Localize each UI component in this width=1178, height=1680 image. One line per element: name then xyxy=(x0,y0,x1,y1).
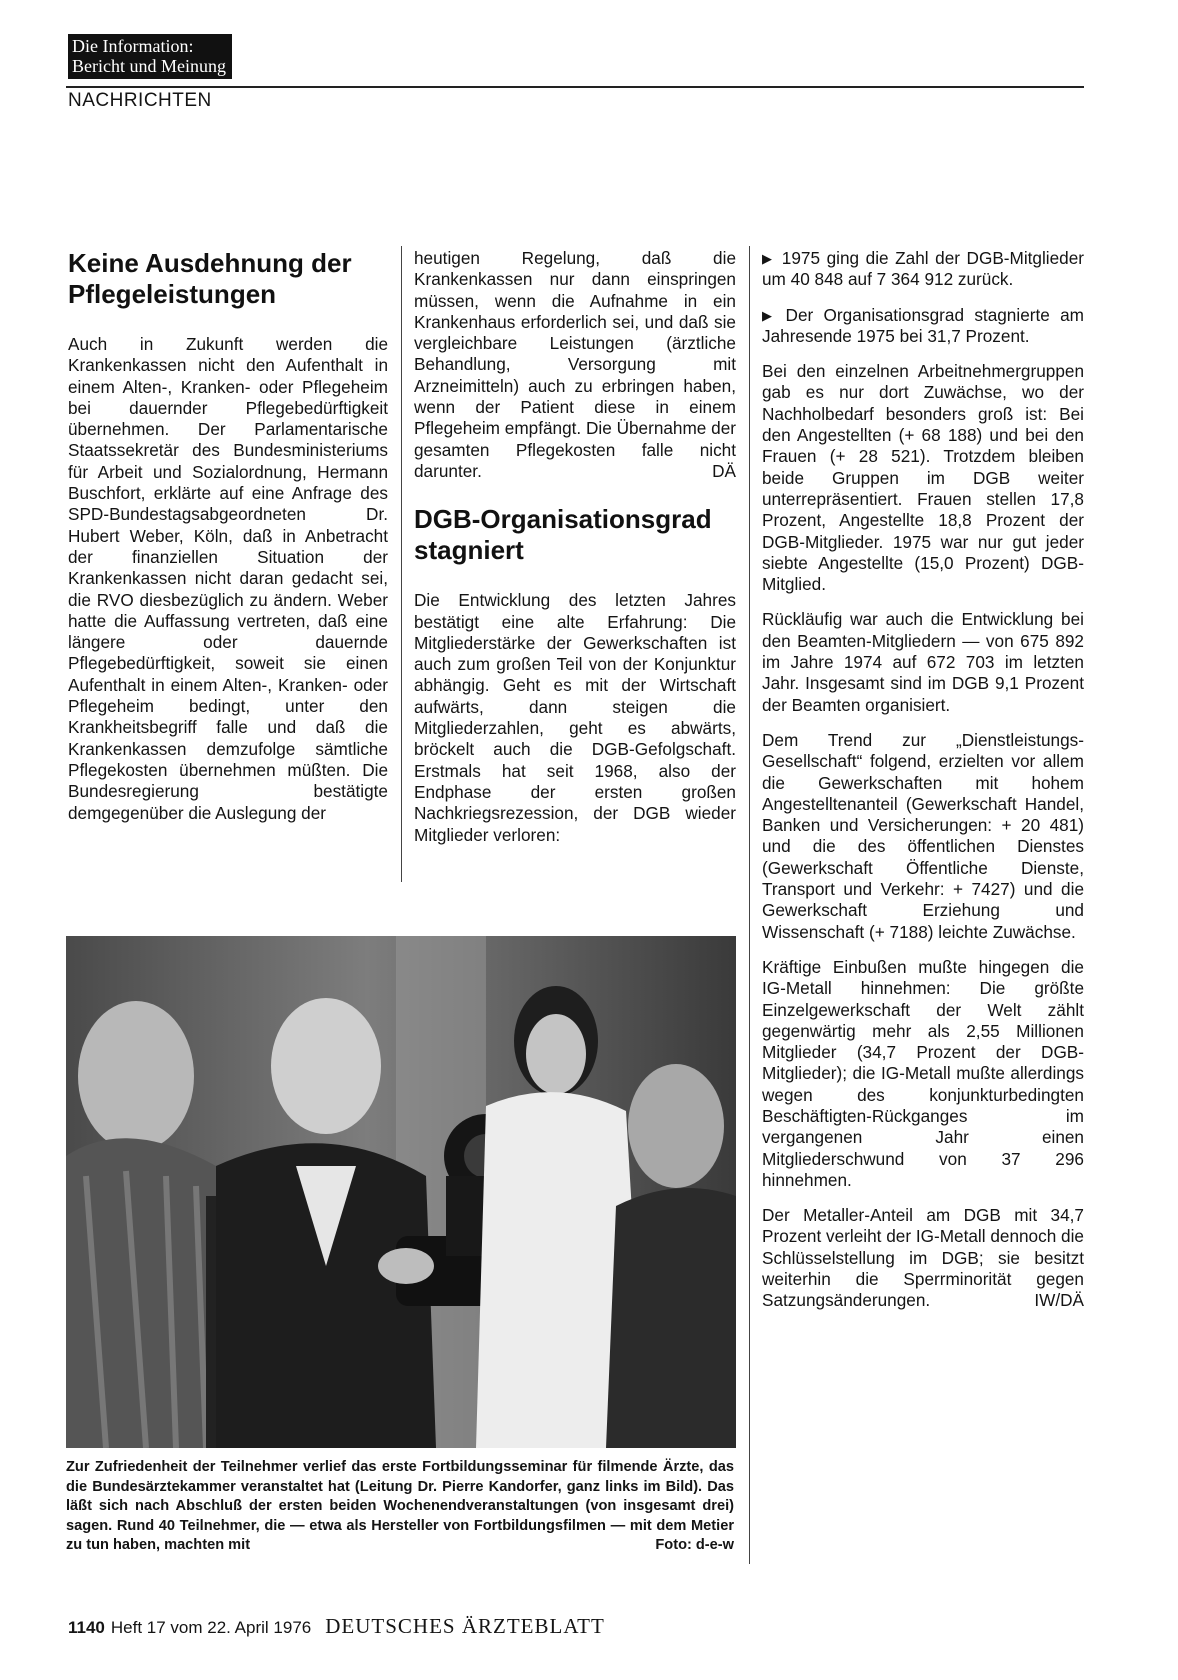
article-2-para-3: Dem Trend zur „Dienstleistungs-Gesellschaft“ folgend, erzielten vor allem die Gewerkschaften mit hohem Angestelltenanteil (Gewerkschaft Handel, Banken und Versicherungen: + 20 481) und die des öffentlichen Dienstes (Gewerkschaft Öffentliche Dienste, Transport und Verkehr: + 7427) und die Gewerkschaft Erziehung und Wissenschaft (+ 7188) leichte Zuwächse. xyxy=(762,729,1084,942)
column-3 xyxy=(762,248,1084,1326)
column-divider-2 xyxy=(749,246,750,1564)
issue-info: Heft 17 vom 22. April 1976 xyxy=(110,1618,312,1637)
article-2-intro: Die Entwicklung des letzten Jahres bestätigt eine alte Erfahrung: Die Mitgliederstärke der Gewerkschaften ist auch zum großen Teil von der Konjunktur abhängig. Geht es mit der Wirtschaft aufwärts, dann steigen die Mitgliederzahlen, geht es abwärts, bröckelt auch die DGB-Gefolgschaft. Erstmals hat seit 1968, also der Endphase der ersten großen Nachkriegsrezession, der DGB wieder Mitglieder verloren: xyxy=(414,590,736,845)
article-1-headline: Keine Ausdehnung der Pflegeleistungen xyxy=(68,248,352,309)
masthead-line-1: Die Information: xyxy=(72,36,194,56)
article-2-signature: IW/DÄ xyxy=(1034,1290,1084,1311)
masthead-line-2: Bericht und Meinung xyxy=(72,56,226,76)
column-2 xyxy=(414,248,736,860)
article-2-headline: DGB-Organisationsgrad stagniert xyxy=(414,504,712,566)
article-1-continuation: heutigen Regelung, daß die Krankenkassen nur dann einspringen müssen, wenn die Aufnahme in ein Krankenhaus erforderlich sei, und daß sie vergleichbare Leistungen (ärztliche Behandlung, Versorgung mit Arzneimitteln) auch zu erbringen haben, wenn der Patient diese in einem Pflegeheim empfängt. Die Übernahme der gesamten Pflegekosten falle nicht darunter. DÄ xyxy=(414,248,736,481)
page-number: 1140 xyxy=(68,1618,105,1637)
section-label: NACHRICHTEN xyxy=(68,90,212,111)
article-2-para-4: Kräftige Einbußen mußte hingegen die IG-Metall hinnehmen: Die größte Einzelgewerkschaft der Welt zählt gegenwärtig mehr als 2,55 Millionen Mitglieder (34,7 Prozent der DGB-Mitglieder); die IG-Metall mußte allerdings wegen des konjunkturbedingten Beschäftigten-Rückganges im vergangenen Jahr einen Mitgliederschwund von 37 296 hinnehmen. xyxy=(762,956,1084,1190)
column-1 xyxy=(68,248,388,838)
article-2-para-5: Der Metaller-Anteil am DGB mit 34,7 Prozent verleiht der IG-Metall dennoch die Schlüsselstellung im DGB; sie besitzt weiterhin die Sperrminorität gegen Satzungsänderungen. IW/DÄ xyxy=(762,1205,1084,1311)
article-2-para-2: Rückläufig war auch die Entwicklung bei den Beamten-Mitgliedern — von 675 892 im Jahre 1974 auf 672 703 im letzten Jahr. Insgesamt sind im DGB 9,1 Prozent der Beamten organisiert. xyxy=(762,609,1084,715)
article-2-para-1: Bei den einzelnen Arbeitnehmergruppen gab es nur dort Zuwächse, wo der Nachholbedarf besonders groß ist: Bei den Angestellten (+ 68 188) und bei den Frauen (+ 28 521). Trotzdem bleiben beide Gruppen im DGB weiter unterrepräsentiert. Frauen stellen 17,8 Prozent, Angestellte 18,8 Prozent der DGB-Mitglieder. 1975 war nur gut jeder siebte Angestellte (15,0 Prozent) DGB-Mitglied. xyxy=(762,361,1084,595)
triangle-bullet-icon: ▶ xyxy=(762,307,778,323)
masthead xyxy=(68,34,232,79)
article-1-body: Auch in Zukunft werden die Krankenkassen nicht den Aufenthalt in einem Alten-, Kranken- oder Pflegeheim bei dauernder Pflegebedürftigkeit übernehmen. Der Parlamentarische Staatssekretär des Bundesministeriums für Arbeit und Sozialordnung, Hermann Buschfort, erklärte auf eine Anfrage des SPD-Bundestagsabgeordneten Dr. Hubert Weber, Köln, daß in Anbetracht der finanziellen Situation der Krankenkassen nicht daran gedacht sei, die RVO diesbezüglich zu ändern. Weber hatte die Auffassung vertreten, daß eine längere oder dauernde Pflegebedürftigkeit, soweit sie einen Aufenthalt in einem Alten-, Kranken- oder Pflegeheim bedingt, unter den Krankheitsbegriff falle und daß die Krankenkassen demzufolge sämtliche Pflegekosten übernehmen müßten. Die Bundesregierung bestätigte demgegenüber die Auslegung der xyxy=(68,334,388,823)
journal-title: DEUTSCHES ÄRZTEBLATT xyxy=(325,1614,605,1638)
photo-caption: Zur Zufriedenheit der Teilnehmer verlief das erste Fortbildungsseminar für filmende Ärzte, das die Bundesärztekammer veranstaltet hat (Leitung Dr. Pierre Kandorfer, ganz links im Bild). Das läßt sich nach Abschluß der ersten beiden Wochenendveranstaltungen (von insgesamt drei) sagen. Rund 40 Teilnehmer, die — etwa als Hersteller von Fortbildungsfilmen — mit dem Metier zu tun haben, machten mit Foto: d-e-w xyxy=(66,1458,734,1556)
photo-credit: Foto: d-e-w xyxy=(655,1537,734,1553)
triangle-bullet-icon: ▶ xyxy=(762,251,774,266)
article-1-signature: DÄ xyxy=(712,460,736,481)
header-rule xyxy=(66,86,1084,88)
page-footer xyxy=(68,1614,605,1639)
bullet-1: ▶ 1975 ging die Zahl der DGB-Mitglieder um 40 848 auf 7 364 912 zurück. xyxy=(762,248,1085,290)
seminar-photo-image xyxy=(66,936,736,1448)
column-divider-1 xyxy=(401,246,402,882)
bullet-2: ▶ Der Organisationsgrad stagnierte am Jahresende 1975 bei 31,7 Prozent. xyxy=(762,304,1084,346)
seminar-photo xyxy=(66,936,736,1448)
